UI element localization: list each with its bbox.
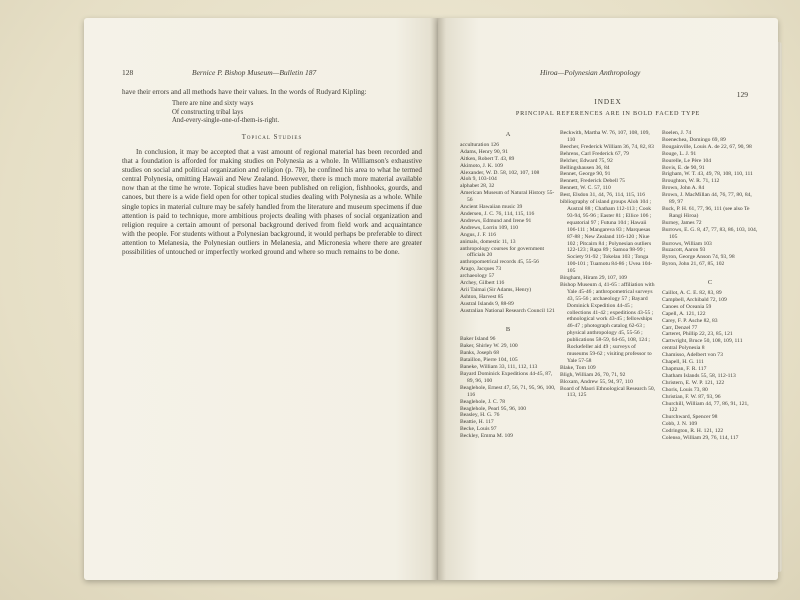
index-entry: Ashton, Harvest 85 [460,293,504,300]
index-entry: Buzacott, Aaron 93 [662,247,706,254]
index-entry: Bourelle, Le Père 104 [662,157,712,164]
index-entry: Behrens, Carl Frederick 67, 79 [560,150,629,157]
index-entry: Beattie, H. 117 [460,419,494,426]
index-entry: Chatham Islands 55, 58, 112-113 [662,372,736,379]
index-entry: Campbell, Archibald 72, 109 [662,296,727,303]
index-entry: Arago, Jacques 73 [460,266,502,273]
index-entry: Bellingshausen 36, 84 [560,164,610,171]
index-entry: Byron, George Anson 74, 93, 98 [662,254,735,261]
kipling-poem [172,100,422,126]
right-page-number: 129 [736,90,748,99]
index-entry: Becke, Louis 97 [460,426,497,433]
index-entry: Akimoto, J. K. 109 [460,162,503,169]
poem-line: Of constructing tribal lays [172,108,244,116]
index-entry: Beasley, H. G. 76 [460,412,500,419]
open-book [84,18,784,580]
index-entry: Best, Elsdon 31, 44, 76, 114, 115, 116 [560,192,645,199]
index-entry: Board of Maori Ethnological Research 50, 113, 125 [560,385,656,399]
index-letter-heading: C [707,279,713,287]
index-entry: Christern, E. W. P. 121, 122 [662,379,725,386]
index-entry: Belcher, Edward 75, 92 [560,157,613,164]
index-entry: Blake, Tom 109 [560,364,596,371]
index-entry: Baker Island 96 [460,336,496,343]
book-gutter [430,18,446,580]
section-heading: Topical Studies [241,133,303,141]
index-entry: Codrington, R. H. 121, 122 [662,428,724,435]
index-entry: Burney, James 72 [662,219,702,226]
index-entry: Chamisso, Adelbert von 73 [662,352,723,359]
intro-text: have their errors and all methods have their values. In the words of Rudyard Kipling: [122,88,367,96]
section-gap [460,315,556,325]
index-entry: Adams, Henry 90, 91 [460,148,509,155]
poem-line: There are nine and sixty ways [172,100,254,108]
index-entry: Brown, J. MacMillan 44, 76, 77, 80, 84, 89, 97 [662,192,752,206]
index-entry: anthropology courses for government officials 20 [460,245,545,259]
index-entry: Burrows, E. G. 8, 47, 77, 83, 86, 103, 104, 105 [662,226,758,240]
right-page [438,18,778,580]
index-entry: Archey, Gilbert 116 [460,280,505,287]
index-entry: Brown, John A. 84 [662,185,705,192]
index-entry: Aitken, Robert T. 43, 89 [460,155,515,162]
index-entry: Broughton, W. R. 71, 112 [662,178,720,185]
poem-line: And-every-single-one-of-them-is-right. [172,117,280,125]
index-entry: Boelen, J. 74 [662,130,692,136]
index-entry: Cartwright, Bruce 50, 108, 109, 111 [662,338,743,345]
index-entry: Burrows, William 103 [662,240,712,247]
index-entry: Bloxam, Andrew 55, 94, 97, 110 [560,378,633,385]
left-page-body [122,88,422,257]
index-title: INDEX [594,98,622,106]
index-entry: Byron, John 21, 67, 85, 102 [662,261,725,268]
index-entry: Bennett, W. C. 57, 110 [560,185,611,192]
index-entry: animals, domestic 11, 13 [460,238,516,245]
index-entry: Andersen, J. C. 76, 114, 115, 116 [460,210,535,217]
index-entry: Churchill, William 44, 77, 86, 91, 121, 122 [662,400,749,414]
index-entry: Angus, J. F. 116 [460,231,497,238]
index-entry: Churchward, Spencer 98 [662,414,718,421]
index-entry: central Polynesia 8 [662,345,705,352]
index-entry: Chapell, H. G. 111 [662,359,704,366]
index-entry: Alexander, W. D. 58, 102, 107, 108 [460,169,540,176]
index-entry: Carr, Denzel 77 [662,324,698,331]
index-entry: Bennett, Frederick Debell 75 [560,178,625,185]
index-entry: Brigham, W. T. 43, 49, 78, 108, 110, 111 [662,171,753,178]
index-entry: acculturation 126 [460,141,499,148]
index-entry: Australian National Research Council 121 [460,307,555,314]
index-entry: Andrews, Edmund and Irene 91 [460,217,532,224]
index-letter-heading: A [505,131,511,138]
index-entry: Carey, F. P. Asche 82, 83 [662,317,718,324]
index-entry: Caillot, A. C. E. 82, 83, 89 [662,290,722,297]
index-entry: anthropometrical records 45, 55-56 [460,259,539,266]
index-entry: Christian, F. W. 87, 93, 96 [662,393,721,400]
index-entry: Bingham, Hiram 29, 107, 109 [560,275,627,282]
index-entry: Bataillon, Pierre 104, 105 [460,357,518,364]
index-entry: Beecher, Frederick William 36, 74, 82, 83 [560,143,654,150]
index-entry: Beckley, Emma M. 109 [460,433,513,440]
index-entry: Boenechea, Domingo 69, 89 [662,136,726,143]
index-entry: Chapman, F. R. 117 [662,366,707,372]
index-entry: Cobb, J. N. 109 [662,421,698,428]
index-entry: Capell, A. 121, 122 [662,310,706,317]
left-running-head: Bernice P. Bishop Museum—Bulletin 187 [192,68,317,77]
right-running-head: Hiroa—Polynesian Anthropology [540,68,641,77]
index-entry: Bligh, William 26, 70, 71, 92 [560,371,626,378]
index-entry: bibliography of island groups Aloh 104 ; Austral 88 ; Chatham 112-113 ; Cook 93-94, 95-96 ; Easter 81 ; Ellice 106 ; equatorial 97 ; Futuna 104 ; Hawaii 106-111 ; Mangareva 83 ; Marquesas 87-88 ; New Zealand 116-120 ; Niue 102 ; Pitcairn 84 ; Polynesian outliers 122-123 ; Rapa 89 ; Samoa 98-99 ; Society 91-92 ; Tokelau 103 ; Tonga 100-101 ; Tuamotu 84-86 ; Uvea 104-105 [560,199,653,275]
index-entry: American Museum of Natural History 55-56 [460,190,555,204]
index-entry: Beaglehole, Ernest 47, 56, 71, 95, 96, 100, 116 [460,384,556,398]
index-entry: Bovis, E. de 90, 91 [662,164,705,171]
index-entry: alphabet 28, 32 [460,183,495,190]
index-column-2 [560,130,656,399]
index-entry: Buck, P. H. 61, 77, 96, 111 (see also Te Rangi Hiroa) [662,205,750,219]
index-entry: Colenso, William 29, 76, 114, 117 [662,435,739,442]
index-entry: Aloh 9, 103-104 [460,176,497,183]
index-entry: Baneke, William 33, 111, 112, 113 [460,364,538,371]
index-entry: Canoes of Oceania 59 [662,303,712,310]
left-page-number: 128 [122,68,134,77]
section-gap [662,268,758,278]
index-entry: Ancient Hawaiian music 39 [460,204,523,211]
index-entry: Bishop Museum 4, 41-65 : affiliation with Yale 45-46 ; anthropometrical surveys 43, 55-56 ; archaeology 57 ; Bayard Dominick Expedition 44-45 ; collections 41-42 ; expeditions 43-55 ; ethnological work 43-45 ; fellowships 46-47 ; photograph catalog 62-63 ; physical anthropology 45, 55-56 ; publications 58-59, 64-65, 108, 124 ; Rockefeller aid 49 ; surveys of museums 59-62 ; visiting professor to Yale 57-58 [560,281,655,364]
index-entry: Banks, Joseph 68 [460,350,500,357]
index-entry: Choris, Louis 73, 80 [662,386,708,393]
index-entry: Arii Taimai (Sir Adams, Henry) [460,286,532,293]
index-entry: Austral Islands 9, 88-89 [460,300,514,307]
index-entry: Beckwith, Martha W. 76, 107, 108, 109, 110 [560,130,650,143]
body-paragraph: In conclusion, it may be accepted that a vast amount of regional material has been recorded and that a foundation is afforded for making studies on Polynesia as a whole. In Williamson's exhaustive studies on social and political organization and religion (p. 78), he confined his area to what he termed central Polynesia, omitting Hawaii and New Zealand. However, there is much more material available now than at the time he wrote. Topical studies have been published on religion, fishhooks, gourds, and canoes, but there is a wide field open for other topical studies dealing with Polynesia as a whole. While single topics in material culture may be safely handled from the literature and museum specimens if due attention is paid to technique, more ambitious projects dealing with phases of social organization and religion require a certain amount of personal background derived from field work and acquaintance with the people. For students without a Polynesian background, it would perhaps be preferable to direct attention to Melanesia, the Polynesian outliers in Melanesia, and Micronesia where there are greater possibilities of untouched or imperfectly worked ground and where so much remains to be done. [122,147,422,256]
index-entry: Baker, Shirley W. 29, 100 [460,343,518,350]
index-subtitle: PRINCIPAL REFERENCES ARE IN BOLD FACED TYPE [515,110,701,117]
index-column-1 [460,130,556,440]
index-entry: Carteret, Phillip 22, 23, 85, 121 [662,331,733,338]
left-page [84,18,438,580]
index-entry: Beaglehole, J. C. 78 [460,398,506,405]
index-entry: Bouge, L. J. 91 [662,150,697,157]
index-entry: Bougainville, Louis A. de 22, 67, 90, 98 [662,143,752,150]
index-entry: Bayard Dominick Expeditions 44-45, 87, 89, 96, 100 [460,371,553,384]
index-entry: Beaglehole, Pearl 95, 96, 100 [460,405,527,412]
index-column-3 [662,130,758,442]
index-letter-heading: B [505,325,511,333]
index-entry: archaeology 57 [460,273,495,280]
index-entry: Bennet, George 90, 91 [560,171,611,178]
index-entry: Andrews, Lorrin 109, 110 [460,224,519,231]
